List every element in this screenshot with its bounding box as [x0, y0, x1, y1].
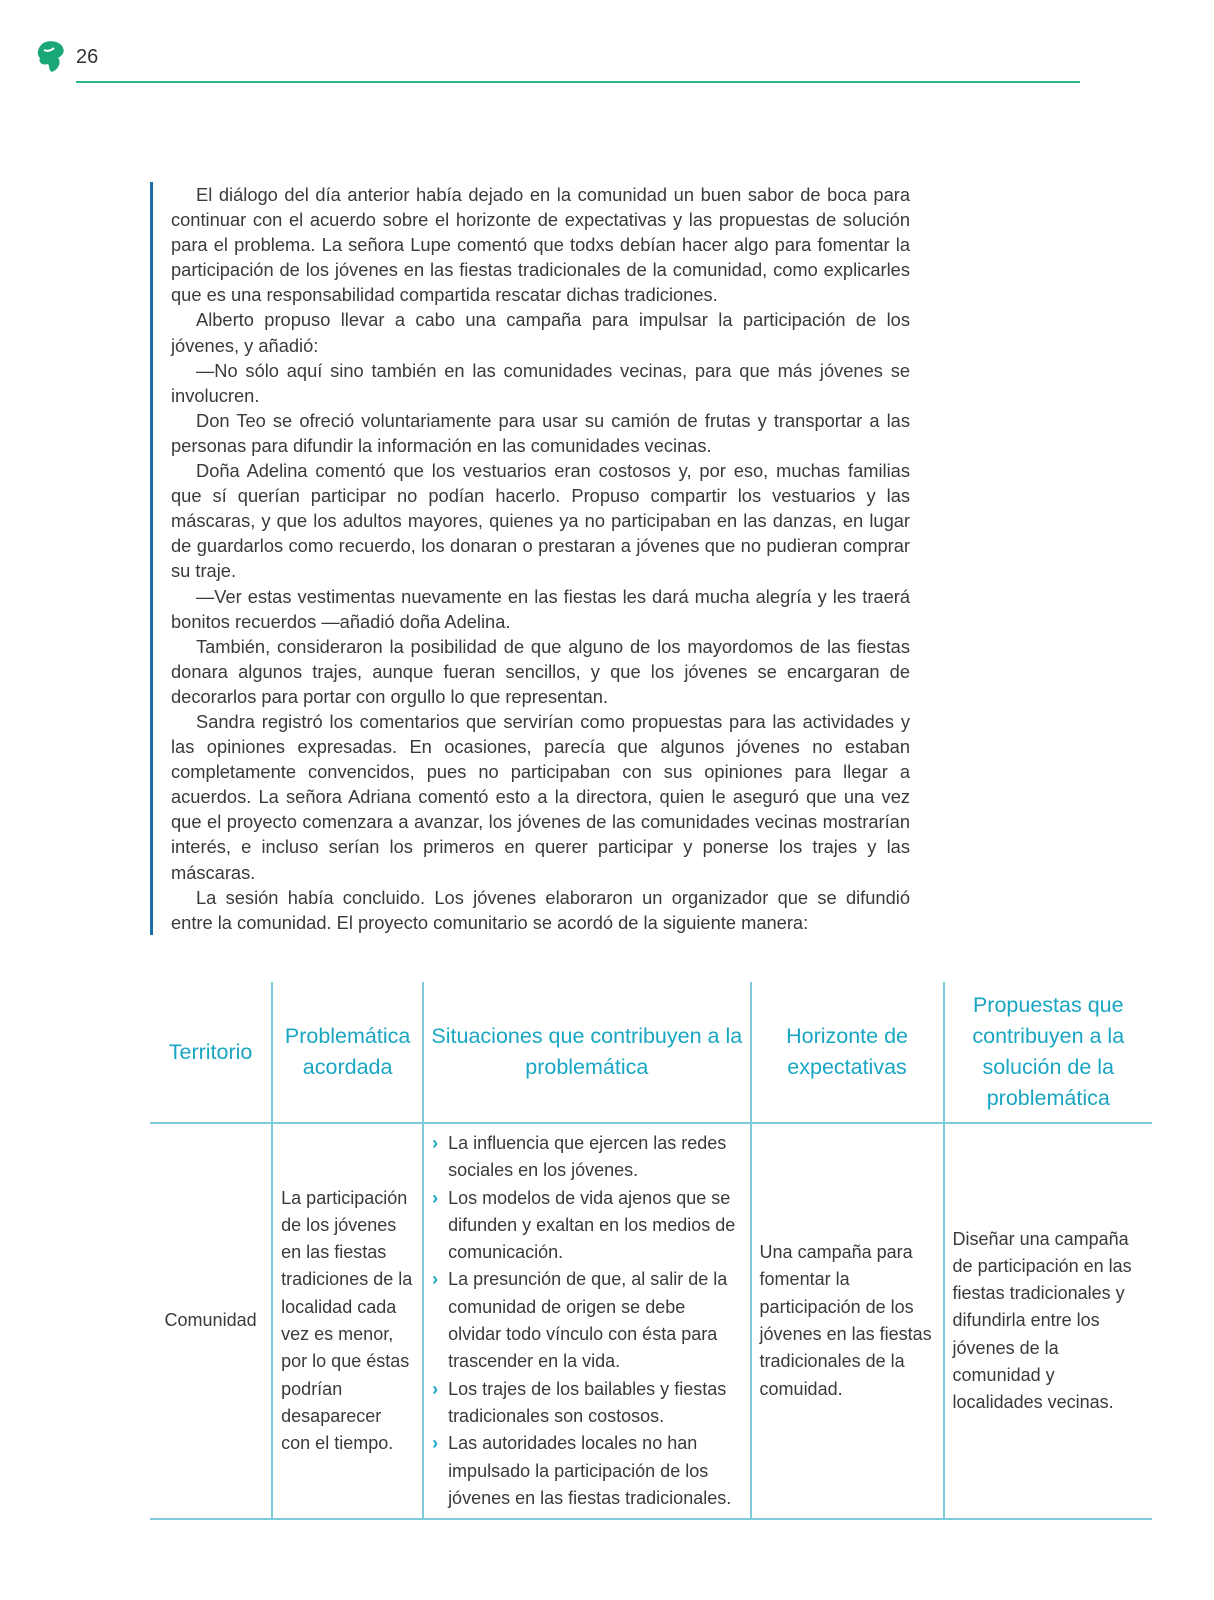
header-territorio: Territorio [150, 982, 272, 1123]
paragraph: Doña Adelina comentó que los vestuarios eran costosos y, por eso, muchas familias que sí querían participar no podían hacerlo. Propuso compartir los vestuarios y las máscaras, y que los adultos mayores, quienes ya no participaban en las danzas, en lugar de guardarlos como recuerdo, los donaran o prestaran a jóvenes que no pudieran comprar su traje. [171, 460, 910, 582]
list-item [432, 1130, 741, 1185]
list-item-text: La influencia que ejercen las redes sociales en los jóvenes. [448, 1133, 727, 1181]
header-problematica: Problemática acordada [272, 982, 423, 1123]
page-number: 26 [76, 46, 99, 68]
table-header-row [150, 982, 1152, 1123]
paragraph: Alberto propuso llevar a cabo una campaña para impulsar la participación de los jóvenes, y añadió: [171, 309, 910, 356]
cell-horizonte: Una campaña para fomentar la participación de los jóvenes en las fiestas tradicionales de la comuidad. [751, 1123, 944, 1519]
list-item [432, 1185, 741, 1267]
chevron-right-icon: › [432, 1187, 439, 1208]
header-propuestas: Propuestas que contribuyen a la solución de la problemática [944, 982, 1152, 1123]
list-item [432, 1266, 741, 1375]
cell-situaciones [423, 1123, 750, 1519]
table-row [150, 1123, 1152, 1519]
chevron-right-icon: › [432, 1433, 439, 1454]
leaf-logo-icon [36, 40, 66, 74]
cell-propuestas: Diseñar una campaña de participación en las fiestas tradicionales y difundirla entre los jóvenes de la comunidad y localidades vecinas. [944, 1123, 1152, 1519]
paragraph: Don Teo se ofreció voluntariamente para usar su camión de frutas y transportar a las personas para difundir la información en las comunidades vecinas. [171, 409, 910, 456]
paragraph: También, consideraron la posibilidad de que alguno de los mayordomos de las fiestas donara algunos trajes, aunque fueran sencillos, y que los jóvenes se encargaran de decorarlos para portar con orgullo lo que representan. [171, 635, 910, 707]
situaciones-list [432, 1130, 741, 1512]
header-situaciones: Situaciones que contribuyen a la problemática [423, 982, 750, 1123]
cell-territorio: Comunidad [150, 1123, 272, 1519]
list-item-text: Los modelos de vida ajenos que se difunden y exaltan en los medios de comunicación. [448, 1187, 736, 1263]
paragraph: Sandra registró los comentarios que servirían como propuestas para las actividades y las opiniones expresadas. En ocasiones, parecía que algunos jóvenes no estaban completamente convencidos, pues no participaban con sus opiniones para llegar a acuerdos. La señora Adriana comentó esto a la directora, quien le aseguró que una vez que el proyecto comenzara a avanzar, los jóvenes de las comunidades vecinas mostrarían interés, e incluso serían los primeros en querer participar y ponerse los trajes y las máscaras. [171, 710, 910, 883]
community-project-table [150, 982, 1152, 1520]
list-item [432, 1430, 741, 1512]
cell-problematica: La participación de los jóvenes en las fiestas tradiciones de la localidad cada vez es menor, por lo que éstas podrían desaparecer con el tiempo. [272, 1123, 423, 1519]
paragraph: La sesión había concluido. Los jóvenes elaboraron un organizador que se difundió entre la comunidad. El proyecto comunitario se acordó de la siguiente manera: [171, 886, 910, 933]
list-item [432, 1376, 741, 1431]
header-horizonte: Horizonte de expectativas [751, 982, 944, 1123]
list-item-text: La presunción de que, al salir de la comunidad de origen se debe olvidar todo vínculo con ésta para trascender en la vida. [448, 1269, 728, 1372]
list-item-text: Las autoridades locales no han impulsado la participación de los jóvenes en las fiestas tradicionales. [448, 1433, 732, 1508]
paragraph: El diálogo del día anterior había dejado en la comunidad un buen sabor de boca para continuar con el acuerdo sobre el horizonte de expectativas y las propuestas de solución para el problema. La señora Lupe comentó que todxs debían hacer algo para fomentar la participación de los jóvenes en las fiestas tradicionales de la comunidad, como explicarles que es una responsabilidad compartida rescatar dichas tradiciones. [171, 184, 910, 306]
paragraph: —No sólo aquí sino también en las comunidades vecinas, para que más jóvenes se involucren. [171, 359, 910, 406]
list-item-text: Los trajes de los bailables y fiestas tradicionales son costosos. [448, 1378, 727, 1426]
chevron-right-icon: › [432, 1269, 439, 1290]
chevron-right-icon: › [432, 1378, 439, 1399]
header-rule [76, 81, 1080, 83]
chevron-right-icon: › [432, 1133, 439, 1153]
paragraph: —Ver estas vestimentas nuevamente en las fiestas les dará mucha alegría y les traerá bonitos recuerdos —añadió doña Adelina. [171, 585, 910, 632]
narrative-text [150, 182, 910, 935]
